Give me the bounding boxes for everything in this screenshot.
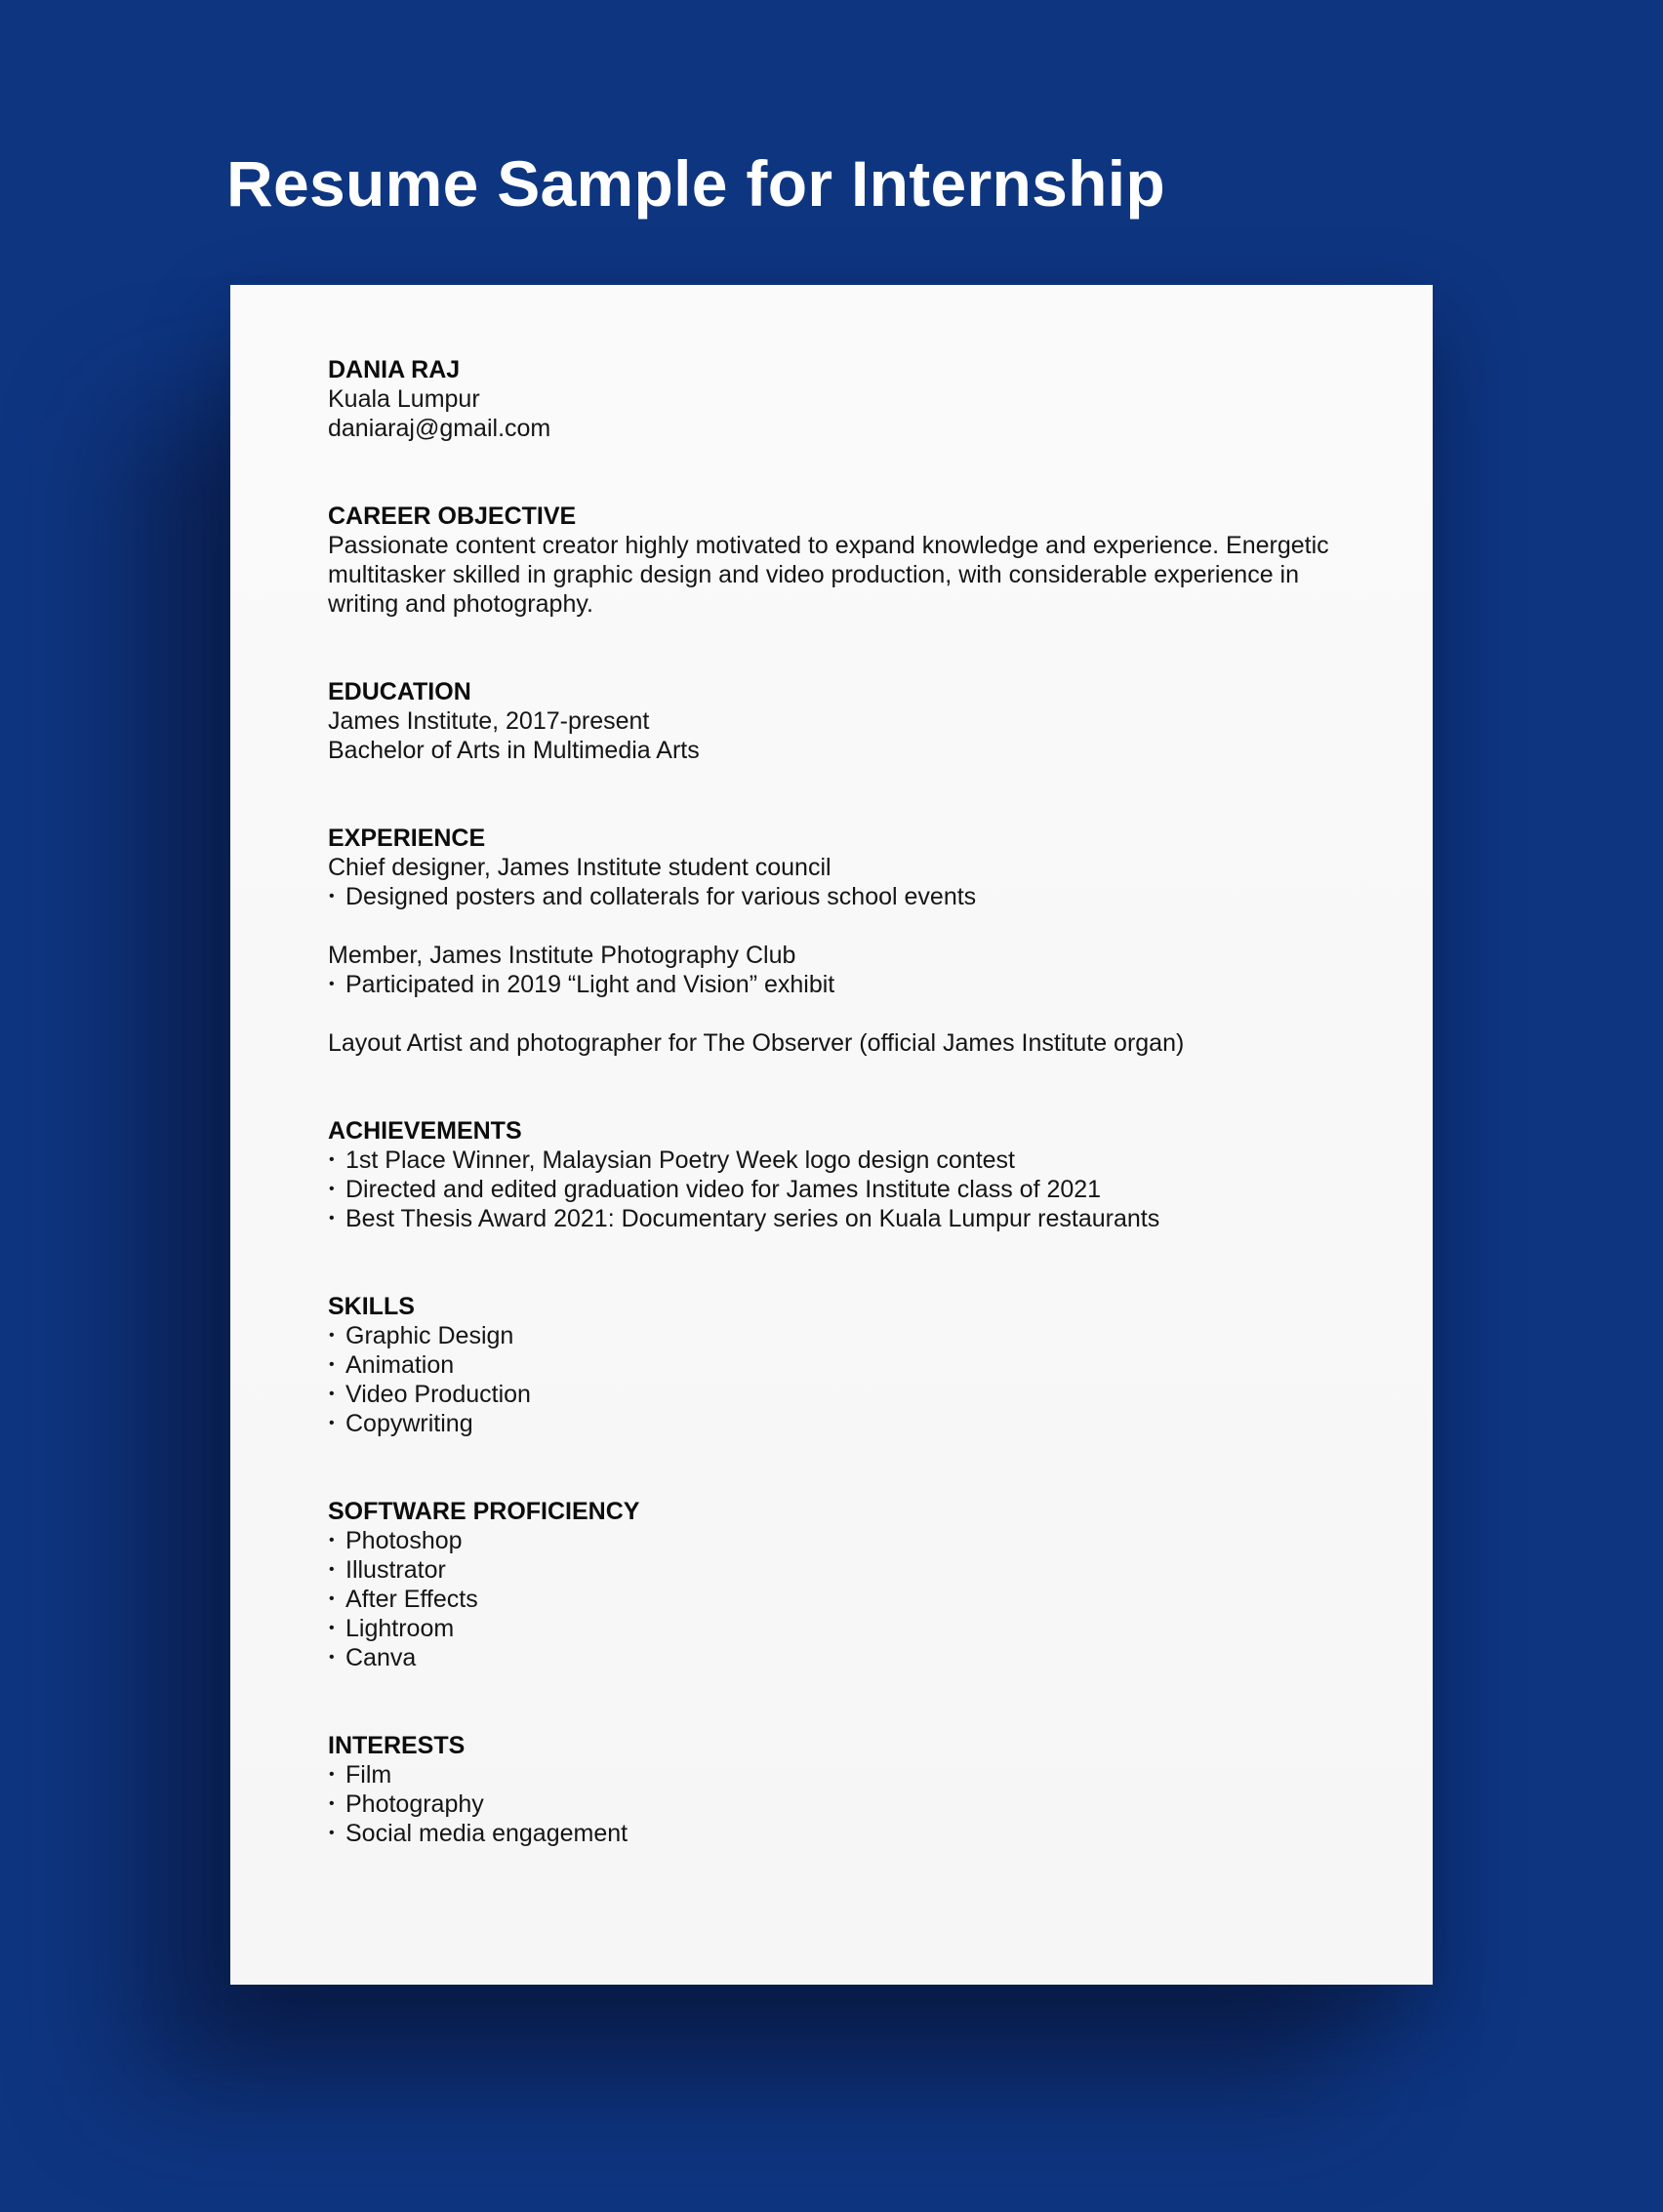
list-item-text: Video Production bbox=[345, 1381, 531, 1408]
list-item bbox=[328, 1321, 1343, 1350]
software-heading: SOFTWARE PROFICIENCY bbox=[328, 1498, 640, 1525]
list-item-text: Animation bbox=[345, 1351, 455, 1379]
bullet-icon: • bbox=[329, 1327, 335, 1344]
header-section bbox=[328, 355, 1343, 443]
list-item-text: After Effects bbox=[345, 1586, 478, 1613]
list-item bbox=[328, 1380, 1343, 1409]
bullet-icon: • bbox=[329, 1386, 335, 1402]
list-item bbox=[328, 882, 1343, 911]
list-item-text: Film bbox=[345, 1761, 392, 1789]
achievements-section bbox=[328, 1116, 1343, 1233]
list-item-text: Canva bbox=[345, 1644, 417, 1671]
list-item-text: Copywriting bbox=[345, 1410, 473, 1437]
bullet-icon: • bbox=[329, 1649, 335, 1666]
education-school: James Institute, 2017-present bbox=[328, 707, 650, 735]
experience-bullets bbox=[328, 970, 1343, 999]
achievements-list bbox=[328, 1146, 1343, 1233]
list-item bbox=[328, 1555, 1343, 1585]
bullet-icon: • bbox=[329, 1620, 335, 1636]
objective-text: Passionate content creator highly motivated to expand knowledge and experience. Energetic multitasker skilled in graphic design and video production, with considerable experience in writing and photography. bbox=[328, 532, 1329, 618]
list-item bbox=[328, 1614, 1343, 1643]
interests-heading: INTERESTS bbox=[328, 1732, 466, 1759]
bullet-icon: • bbox=[329, 1795, 335, 1812]
bullet-icon: • bbox=[329, 1532, 335, 1548]
skills-heading: SKILLS bbox=[328, 1293, 415, 1320]
list-item-text: Participated in 2019 “Light and Vision” exhibit bbox=[345, 971, 835, 998]
bullet-icon: • bbox=[329, 1356, 335, 1373]
list-item bbox=[328, 1760, 1343, 1790]
education-section bbox=[328, 677, 1343, 765]
list-item-text: Photography bbox=[345, 1790, 484, 1818]
bullet-icon: • bbox=[329, 1415, 335, 1431]
list-item-text: Designed posters and collaterals for various school events bbox=[345, 883, 977, 910]
list-item-text: Directed and edited graduation video for James Institute class of 2021 bbox=[345, 1176, 1102, 1203]
list-item bbox=[328, 1350, 1343, 1380]
bullet-icon: • bbox=[329, 1561, 335, 1578]
list-item-text: Social media engagement bbox=[345, 1820, 629, 1847]
bullet-icon: • bbox=[329, 1825, 335, 1841]
list-item-text: Best Thesis Award 2021: Documentary series on Kuala Lumpur restaurants bbox=[345, 1205, 1160, 1232]
list-item bbox=[328, 1790, 1343, 1819]
bullet-icon: • bbox=[329, 888, 335, 905]
page-title: Resume Sample for Internship bbox=[226, 147, 1165, 220]
software-list bbox=[328, 1526, 1343, 1672]
candidate-location: Kuala Lumpur bbox=[328, 385, 480, 413]
experience-role: Chief designer, James Institute student council bbox=[328, 854, 832, 881]
resume-content bbox=[328, 355, 1343, 1848]
list-item-text: Illustrator bbox=[345, 1556, 446, 1584]
bullet-icon: • bbox=[329, 1151, 335, 1168]
skills-section bbox=[328, 1292, 1343, 1438]
objective-section bbox=[328, 502, 1343, 619]
list-item bbox=[328, 1409, 1343, 1438]
objective-heading: CAREER OBJECTIVE bbox=[328, 503, 577, 530]
list-item-text: Photoshop bbox=[345, 1527, 463, 1554]
bullet-icon: • bbox=[329, 1590, 335, 1607]
list-item bbox=[328, 1819, 1343, 1848]
software-section bbox=[328, 1497, 1343, 1672]
bullet-icon: • bbox=[329, 976, 335, 992]
list-item bbox=[328, 1204, 1343, 1233]
experience-role: Member, James Institute Photography Club bbox=[328, 942, 796, 969]
interests-list bbox=[328, 1760, 1343, 1848]
list-item bbox=[328, 1146, 1343, 1175]
experience-heading: EXPERIENCE bbox=[328, 824, 486, 852]
experience-bullets bbox=[328, 882, 1343, 911]
resume-sheet bbox=[230, 285, 1433, 1985]
list-item bbox=[328, 1526, 1343, 1555]
list-item bbox=[328, 1643, 1343, 1672]
bullet-icon: • bbox=[329, 1210, 335, 1227]
candidate-email: daniaraj@gmail.com bbox=[328, 415, 551, 442]
education-heading: EDUCATION bbox=[328, 678, 471, 705]
bullet-icon: • bbox=[329, 1766, 335, 1783]
candidate-name: DANIA RAJ bbox=[328, 356, 461, 383]
list-item-text: Graphic Design bbox=[345, 1322, 514, 1349]
list-item-text: Lightroom bbox=[345, 1615, 455, 1642]
education-degree: Bachelor of Arts in Multimedia Arts bbox=[328, 737, 700, 764]
experience-role: Layout Artist and photographer for The Observer (official James Institute organ) bbox=[328, 1029, 1185, 1057]
interests-section bbox=[328, 1731, 1343, 1848]
list-item bbox=[328, 1585, 1343, 1614]
skills-list bbox=[328, 1321, 1343, 1438]
list-item-text: 1st Place Winner, Malaysian Poetry Week logo design contest bbox=[345, 1146, 1015, 1174]
list-item bbox=[328, 970, 1343, 999]
list-item bbox=[328, 1175, 1343, 1204]
achievements-heading: ACHIEVEMENTS bbox=[328, 1117, 522, 1145]
experience-section bbox=[328, 824, 1343, 1058]
bullet-icon: • bbox=[329, 1181, 335, 1197]
